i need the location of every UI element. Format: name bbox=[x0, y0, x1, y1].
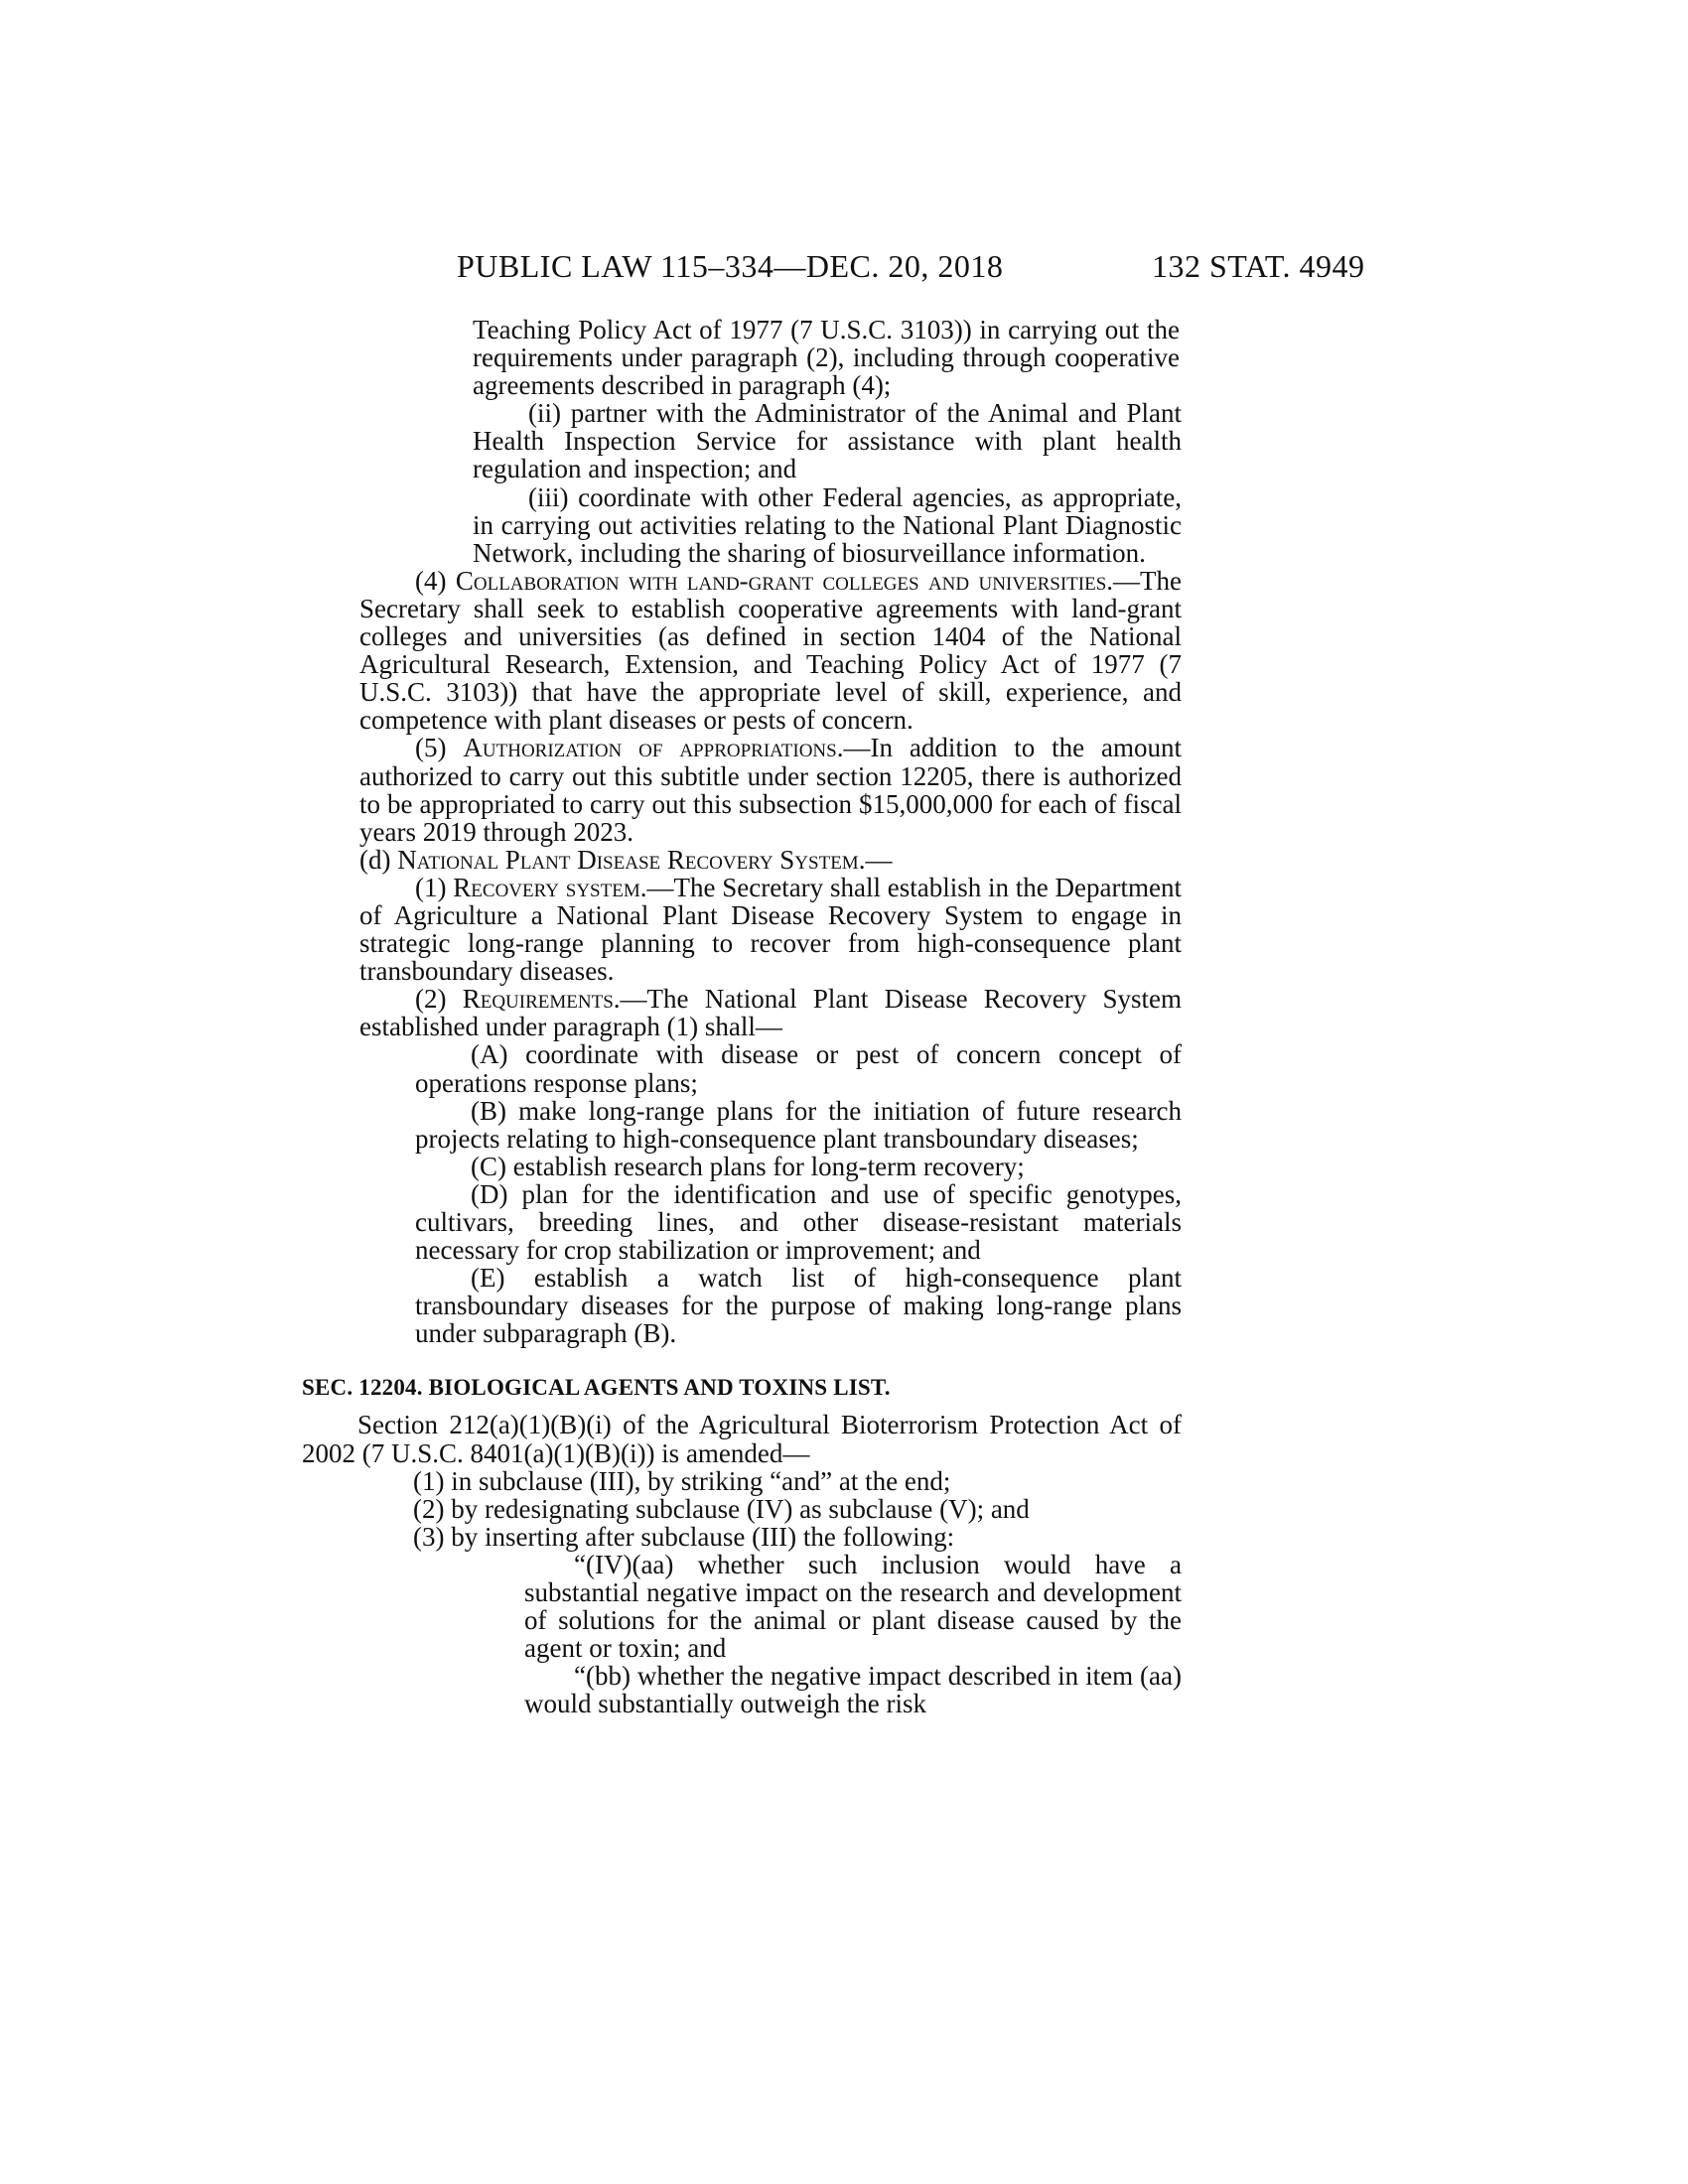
amendment-item-2: (2) by redesignating subclause (IV) as subclause (V); and bbox=[413, 1493, 1030, 1524]
paragraph-d2 bbox=[359, 985, 1182, 1040]
paragraph-d2-text: .—The National Plant Disease Recovery System established under paragraph (1) shall— bbox=[359, 984, 1182, 1042]
document-body bbox=[0, 316, 1688, 1718]
paragraph-d1 bbox=[359, 874, 1182, 985]
section-intro: Section 212(a)(1)(B)(i) of the Agricultural Bioterrorism Protection Act of 2002 (7 U.S.C. 8401(a)(1)(B)(i)) is amended— bbox=[302, 1410, 1182, 1468]
page-number-stat: 132 STAT. 4949 bbox=[1152, 248, 1365, 284]
paragraph-4-number: (4) bbox=[415, 565, 456, 596]
paragraph-d1-number: (1) bbox=[415, 872, 454, 902]
subparagraph-A: (A) coordinate with disease or pest of concern concept of operations response plans; bbox=[415, 1039, 1182, 1098]
amendment-item-1: (1) in subclause (III), by striking “and” at the end; bbox=[413, 1465, 951, 1496]
subsection-d-letter: (d) bbox=[359, 844, 398, 875]
paragraph-4-text: .—The Secretary shall seek to establish cooperative agreements with land-grant colleges and universities (as defined in section 1404 of the National Agricultural Research, Extension, and Teaching Policy Act of 1977 (7 U.S.C. 3103)) that have the appropriate level of skill, experience, and competence with plant diseases or pests of concern. bbox=[359, 565, 1182, 736]
paragraph-d1-text: .—The Secretary shall establish in the Department of Agriculture a National Plant Disease Recovery System to engage in strategic long-range planning to recover from high-consequence plant transboundary diseases. bbox=[359, 872, 1183, 987]
paragraph-4-heading: Collaboration with land-grant colleges and universities bbox=[455, 565, 1107, 596]
amendment-item-3: (3) by inserting after subclause (III) the following: bbox=[413, 1521, 955, 1552]
paragraph-5-heading: Authorization of appropriations bbox=[463, 733, 837, 763]
section-heading: SEC. 12204. BIOLOGICAL AGENTS AND TOXINS LIST. bbox=[302, 1375, 891, 1401]
paragraph-4 bbox=[359, 567, 1182, 735]
running-header-title: PUBLIC LAW 115–334—DEC. 20, 2018 bbox=[457, 248, 1004, 284]
clause-ii: (ii) partner with the Administrator of the Animal and Plant Health Inspection Service for assistance with plant health regulation and inspection; and bbox=[473, 398, 1182, 484]
subparagraph-C: (C) establish research plans for long-term recovery; bbox=[471, 1151, 1025, 1181]
subparagraph-E: (E) establish a watch list of high-consequence plant transboundary diseases for the purpose of making long-range plans under subparagraph (B). bbox=[415, 1263, 1182, 1349]
paragraph-5-text: .—In addition to the amount authorized to carry out this subtitle under section 12205, there is authorized to be appropriated to carry out this subsection $15,000,000 for each of fiscal years 2019 through 2023. bbox=[359, 733, 1183, 847]
quoted-item-bb: “(bb) whether the negative impact described in item (aa) would substantially outweigh the risk bbox=[524, 1661, 1182, 1719]
paragraph-continuation: Teaching Policy Act of 1977 (7 U.S.C. 3103)) in carrying out the requirements under paragraph (2), including through cooperative agreements described in paragraph (4); bbox=[473, 315, 1180, 401]
clause-iii: (iii) coordinate with other Federal agencies, as appropriate, in carrying out activities relating to the National Plant Diagnostic Network, including the sharing of biosurveillance information. bbox=[473, 481, 1182, 568]
paragraph-5-number: (5) bbox=[415, 733, 464, 763]
paragraph-d2-number: (2) bbox=[415, 984, 463, 1015]
subparagraph-D: (D) plan for the identification and use of specific genotypes, cultivars, breeding lines, and other disease-resistant materials necessary for crop stabilization or improvement; and bbox=[415, 1178, 1182, 1266]
paragraph-d2-heading: Requirements bbox=[462, 984, 614, 1015]
subsection-d bbox=[359, 846, 1182, 874]
subsection-d-dash: .— bbox=[858, 844, 893, 875]
subparagraph-B: (B) make long-range plans for the initiation of future research projects relating to high-consequence plant transboundary diseases; bbox=[415, 1095, 1182, 1154]
subsection-d-heading: National Plant Disease Recovery System bbox=[397, 844, 859, 875]
paragraph-d1-heading: Recovery system bbox=[453, 872, 640, 902]
paragraph-5 bbox=[359, 734, 1182, 845]
quoted-subclause-aa: “(IV)(aa) whether such inclusion would have a substantial negative impact on the research and development of solutions for the animal or plant disease caused by the agent or toxin; and bbox=[524, 1549, 1182, 1664]
